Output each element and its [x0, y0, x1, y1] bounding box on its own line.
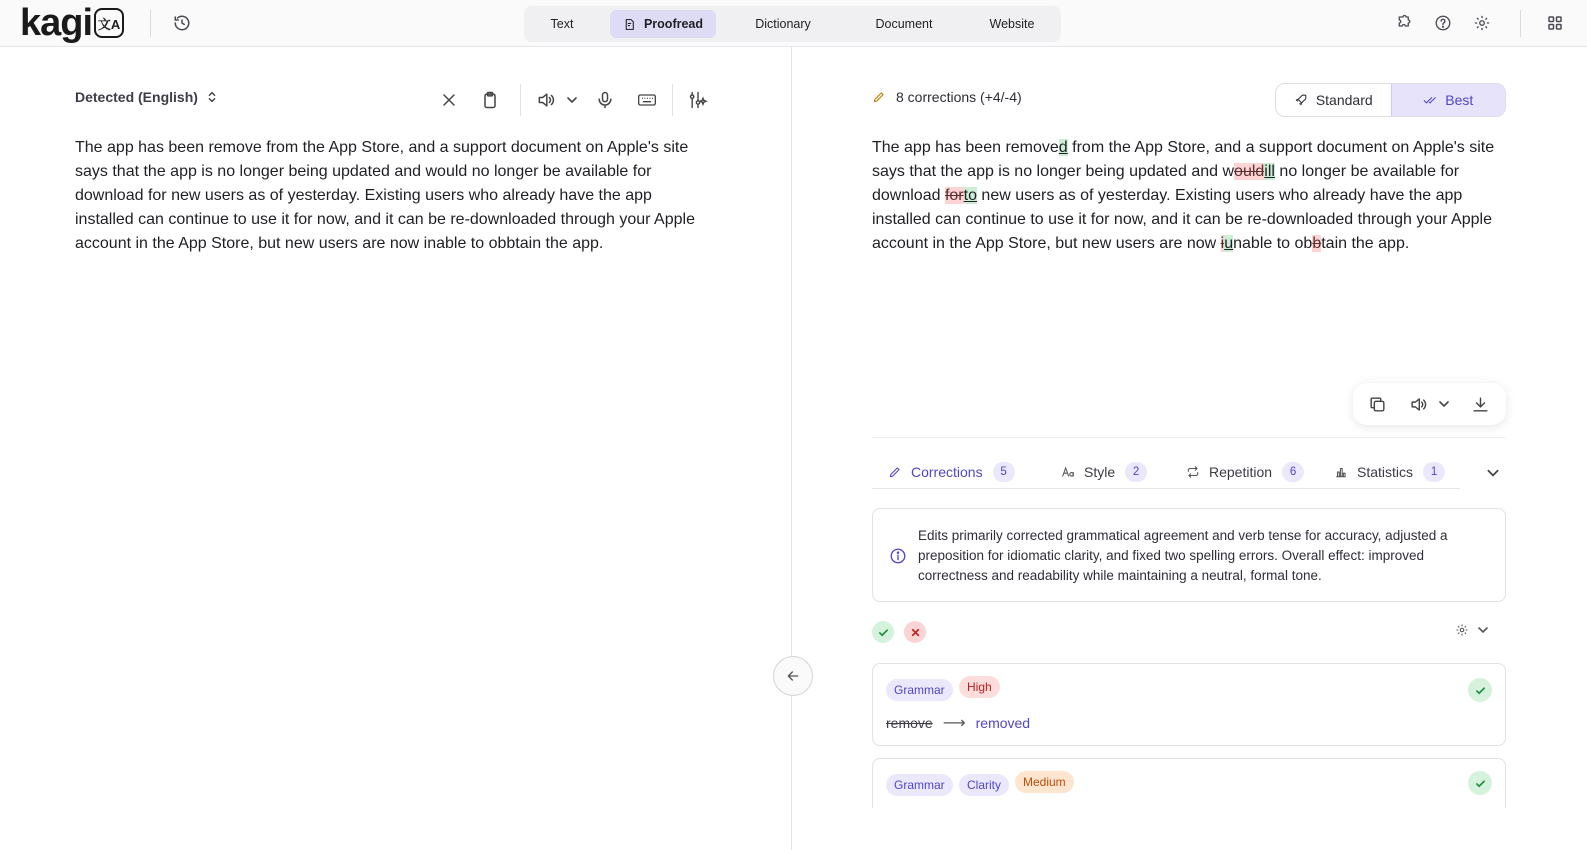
best-label: Best	[1445, 92, 1474, 108]
rocket-icon	[1294, 93, 1308, 107]
expand-tabs-button[interactable]	[1482, 462, 1504, 484]
deleted-text[interactable]: ould	[1234, 163, 1265, 180]
chevron-down-icon	[1438, 398, 1450, 410]
correction-settings-button[interactable]	[1455, 623, 1489, 637]
deleted-text[interactable]: i	[1220, 235, 1225, 252]
speak-source-button[interactable]	[533, 87, 559, 113]
text-segment: nable to ob	[1233, 235, 1313, 252]
corrections-count-badge: 5	[993, 462, 1015, 482]
best-option[interactable]	[1391, 84, 1506, 116]
accept-all-button[interactable]	[872, 621, 894, 643]
voice-options-dropdown[interactable]	[1432, 392, 1456, 416]
correction-card[interactable]	[872, 758, 1506, 808]
speaker-icon	[1409, 395, 1428, 414]
tab-style-label: Style	[1084, 464, 1116, 480]
accept-correction-button[interactable]	[1468, 771, 1492, 795]
corrections-count-label: 8 corrections (+4/-4)	[896, 89, 1022, 105]
edit-summary-text: Edits primarily corrected grammatical agreement and verb tense for accuracy, adjusted a preposition for idiomatic clarity, and fixed two spelling errors. Overall effect: improved correctness and readability while maintaining a neutral, formal tone.	[918, 528, 1448, 583]
tab-statistics[interactable]	[1334, 455, 1445, 489]
close-icon	[439, 90, 459, 110]
pencil-icon	[888, 465, 902, 479]
corrected-text	[872, 136, 1512, 256]
arrow-left-icon	[785, 668, 801, 684]
tab-style[interactable]	[1061, 455, 1147, 489]
keyboard-button[interactable]	[634, 87, 660, 113]
check-icon	[1475, 778, 1486, 789]
double-check-icon	[1423, 93, 1437, 107]
correction-change	[886, 713, 1030, 733]
tab-proofread-label: Proofread	[643, 17, 704, 31]
text-segment: The app has been remove	[872, 139, 1059, 156]
tab-corrections[interactable]	[888, 455, 1015, 489]
sliders-sparkle-icon	[688, 90, 708, 110]
accept-correction-button[interactable]	[1468, 678, 1492, 702]
edit-summary	[872, 508, 1506, 602]
output-toolbar	[1353, 383, 1506, 425]
divider	[150, 10, 151, 37]
source-language-label: Detected (English)	[75, 89, 198, 105]
gear-icon	[1455, 623, 1469, 637]
apps-grid-icon[interactable]	[1542, 10, 1568, 36]
top-bar	[0, 0, 1587, 47]
copy-icon	[1368, 395, 1387, 414]
analysis-tabs	[872, 455, 1460, 489]
kagi-logo[interactable]	[20, 4, 124, 42]
statistics-count-badge: 1	[1423, 462, 1445, 482]
corrections-count	[872, 89, 1022, 105]
style-count-badge: 2	[1125, 462, 1147, 482]
category-tag: Grammar	[886, 774, 953, 796]
quality-toggle	[1275, 83, 1506, 117]
chevron-down-icon	[1486, 466, 1500, 480]
repeat-icon	[1186, 465, 1200, 479]
chevron-down-icon	[1477, 624, 1489, 636]
keyboard-icon	[637, 90, 657, 110]
divider	[672, 84, 673, 116]
dictate-button[interactable]	[592, 87, 618, 113]
category-tag: Clarity	[959, 774, 1009, 796]
tab-dictionary[interactable]: Dictionary	[755, 17, 811, 31]
settings-icon[interactable]	[1469, 10, 1495, 36]
tab-repetition[interactable]	[1186, 455, 1304, 489]
clear-text-button[interactable]	[436, 87, 462, 113]
text-segment: no longer be available for download	[872, 163, 1460, 204]
chevron-up-down-icon	[206, 90, 218, 104]
divider	[520, 84, 521, 116]
info-icon	[889, 547, 907, 565]
text-segment: new users as of yesterday. Existing users who already have the app installed can continue to use it for now, and it can be re-downloaded through your Apple account in the App Store, but new users are now	[872, 187, 1492, 252]
deleted-text[interactable]: for	[944, 187, 964, 204]
divider	[1520, 10, 1521, 37]
chevron-down-icon	[566, 94, 578, 106]
divider	[872, 437, 1506, 438]
download-button[interactable]	[1468, 392, 1492, 416]
translate-logo-icon: 文A	[94, 8, 124, 38]
download-icon	[1471, 395, 1490, 414]
standard-label: Standard	[1315, 92, 1373, 108]
bar-chart-icon	[1334, 465, 1348, 479]
text-segment: tain the app.	[1321, 235, 1410, 252]
tab-website[interactable]: Website	[989, 17, 1035, 31]
tab-statistics-label: Statistics	[1357, 464, 1414, 480]
arrow-right-icon: ⟶	[942, 715, 966, 732]
voice-options-dropdown[interactable]	[559, 87, 585, 113]
help-icon[interactable]	[1430, 10, 1456, 36]
speak-result-button[interactable]	[1406, 392, 1430, 416]
history-icon[interactable]	[169, 10, 195, 36]
inserted-text[interactable]: d	[1058, 139, 1068, 156]
check-icon	[878, 627, 889, 638]
tab-document[interactable]: Document	[875, 17, 933, 31]
mode-tabs	[524, 6, 1061, 42]
copy-button[interactable]	[1365, 392, 1389, 416]
deleted-text[interactable]: b	[1312, 235, 1322, 252]
logo-text: kagi	[20, 2, 93, 44]
pane-divider	[791, 47, 792, 850]
tab-text[interactable]: Text	[550, 17, 574, 31]
inserted-text[interactable]: u	[1224, 235, 1234, 252]
source-text-area[interactable]: The app has been remove from the App Store, and a support document on Apple's site says that the app is no longer being updated and would no longer be available for download for new users as of yesterday. Existing users who already have the app installed can continue to use it for now, and it can be re-downloaded through your Apple account in the App Store, but new users are now inable to obbtain the app.	[75, 139, 695, 252]
tab-repetition-label: Repetition	[1209, 464, 1273, 480]
font-style-icon	[1061, 465, 1075, 479]
pencil-icon	[872, 90, 886, 104]
standard-option[interactable]	[1276, 84, 1391, 116]
custom-instructions-button[interactable]	[685, 87, 711, 113]
corrected-word: removed	[975, 715, 1031, 731]
microphone-icon	[595, 90, 615, 110]
original-word: remove	[886, 715, 933, 731]
reject-all-button[interactable]	[904, 621, 926, 643]
text-segment: from the App Store, and a support document on Apple's site says that the app is no longer being updated and w	[872, 139, 1495, 180]
tab-proofread[interactable]	[610, 10, 716, 38]
paste-button[interactable]	[477, 87, 503, 113]
speaker-icon	[536, 90, 556, 110]
severity-badge: Medium	[1015, 771, 1074, 793]
severity-badge: High	[959, 676, 1000, 698]
repetition-count-badge: 6	[1282, 462, 1304, 482]
correction-card[interactable]	[872, 663, 1506, 746]
source-language-select[interactable]	[75, 89, 218, 105]
close-icon	[910, 627, 921, 638]
inserted-text[interactable]: to	[963, 187, 977, 204]
proofread-icon	[623, 18, 636, 31]
swap-direction-button[interactable]	[773, 656, 813, 696]
clipboard-icon	[480, 90, 500, 110]
tab-corrections-label: Corrections	[911, 464, 983, 480]
category-tag: Grammar	[886, 679, 953, 701]
check-icon	[1475, 685, 1486, 696]
inserted-text[interactable]: ill	[1264, 163, 1275, 180]
extensions-icon[interactable]	[1390, 10, 1416, 36]
